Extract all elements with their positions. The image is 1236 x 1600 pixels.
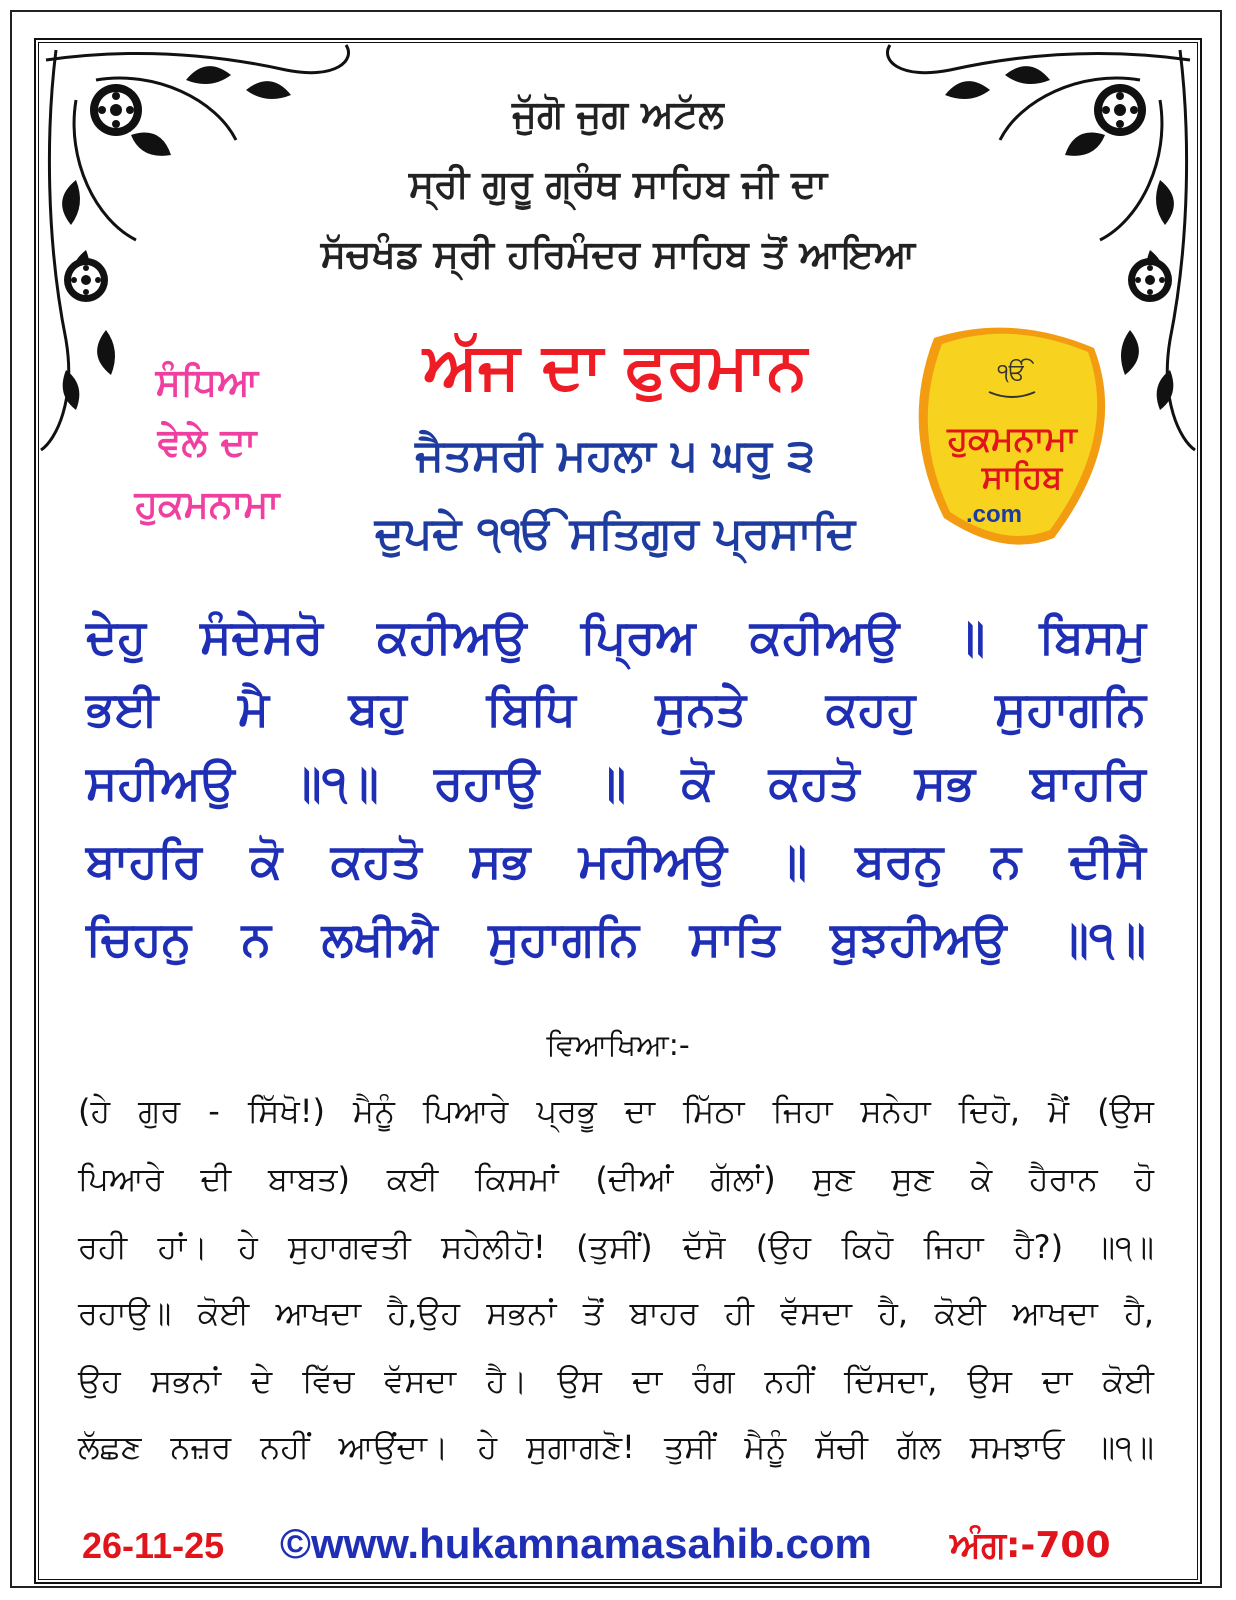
logo-text-3: .com: [965, 501, 1023, 528]
farmaan-title: ਅੱਜ ਦਾ ਫੁਰਮਾਨ: [423, 330, 807, 404]
side-label-line-1: ਸੰਧਿਆ: [155, 360, 259, 404]
side-label-line-2: ਵੇਲੇ ਦਾ: [157, 420, 257, 464]
vyakhya-line-6: ਲੱਛਣ ਨਜ਼ਰ ਨਹੀਂ ਆਉਂਦਾ। ਹੇ ਸੁਗਾਗਣੋ! ਤੁਸੀਂ ਮੈਨੂੰ ਸੱਚੀ ਗੱਲ ਸਮਝਾਓ ॥੧॥: [78, 1428, 1154, 1466]
vyakhya-line-4: ਰਹਾਉ॥ ਕੋਈ ਆਖਦਾ ਹੈ,ਉਹ ਸਭਨਾਂ ਤੋਂ ਬਾਹਰ ਹੀ ਵੱਸਦਾ ਹੈ, ਕੋਈ ਆਖਦਾ ਹੈ,: [78, 1294, 1154, 1332]
footer-ang-number: ਅੰਗ:-700: [950, 1525, 1111, 1566]
header-line-3: ਸੱਚਖੰਡ ਸ੍ਰੀ ਹਰਿਮੰਦਰ ਸਾਹਿਬ ਤੋਂ ਆਇਆ: [320, 232, 916, 276]
raag-heading: ਜੈਤਸਰੀ ਮਹਲਾ ੫ ਘਰੁ ੩: [415, 430, 815, 481]
gurbani-line-2: ਭਈ ਮੈ ਬਹੁ ਬਿਧਿ ਸੁਨਤੇ ਕਹਹੁ ਸੁਹਾਗਨਿ: [86, 682, 1146, 737]
vyakhya-line-1: (ਹੇ ਗੁਰ - ਸਿੱਖੋ!) ਮੈਨੂੰ ਪਿਆਰੇ ਪ੍ਰਭੂ ਦਾ ਮਿੱਠਾ ਜਿਹਾ ਸਨੇਹਾ ਦਿਹੋ, ਮੈਂ (ਉਸ: [78, 1092, 1154, 1130]
vyakhya-title: ਵਿਆਖਿਆ:-: [546, 1028, 690, 1063]
header-line-2: ਸ੍ਰੀ ਗੁਰੂ ਗ੍ਰੰਥ ਸਾਹਿਬ ਜੀ ਦਾ: [408, 162, 828, 206]
dupade-heading: ਦੁਪਦੇ ੧ੴ ਸਤਿਗੁਰ ਪ੍ਰਸਾਦਿ: [374, 508, 856, 559]
logo-text-1: ਹੁਕਮਨਾਮਾ: [947, 419, 1077, 459]
header-line-1: ਜੁੱਗੋ ਜੁਗ ਅਟੱਲ: [512, 92, 724, 136]
gurbani-line-1: ਦੇਹੁ ਸੰਦੇਸਰੋ ਕਹੀਅਉ ਪ੍ਰਿਅ ਕਹੀਅਉ ॥ ਬਿਸਮੁ: [86, 610, 1146, 665]
logo-text-2: ਸਾਹਿਬ: [981, 458, 1063, 496]
vyakhya-line-5: ਉਹ ਸਭਨਾਂ ਦੇ ਵਿੱਚ ਵੱਸਦਾ ਹੈ। ਉਸ ਦਾ ਰੰਗ ਨਹੀਂ ਦਿੱਸਦਾ, ਉਸ ਦਾ ਕੋਈ: [78, 1362, 1154, 1400]
vyakhya-line-3: ਰਹੀ ਹਾਂ। ਹੇ ਸੁਹਾਗਵਤੀ ਸਹੇਲੀਹੋ! (ਤੁਸੀਂ) ਦੱਸੋ (ਉਹ ਕਿਹੋ ਜਿਹਾ ਹੈ?) ॥੧॥: [78, 1228, 1154, 1266]
logo-ik-onkar: ੴ: [997, 358, 1027, 386]
footer-website-link[interactable]: ©www.hukamnamasahib.com: [280, 1520, 872, 1567]
gurbani-line-4: ਬਾਹਰਿ ਕੋ ਕਹਤੋ ਸਭ ਮਹੀਅਉ ॥ ਬਰਨੁ ਨ ਦੀਸੈ: [86, 834, 1146, 889]
gurbani-line-3: ਸਹੀਅਉ ॥੧॥ ਰਹਾਉ ॥ ਕੋ ਕਹਤੋ ਸਭ ਬਾਹਰਿ: [86, 756, 1146, 811]
side-label-line-3: ਹੁਕਮਨਾਮਾ: [134, 482, 280, 526]
footer-date: 26-11-25: [82, 1525, 225, 1566]
hukamnama-sahib-logo: [904, 318, 1118, 554]
vyakhya-line-2: ਪਿਆਰੇ ਦੀ ਬਾਬਤ) ਕਈ ਕਿਸਮਾਂ (ਦੀਆਂ ਗੱਲਾਂ) ਸੁਣ ਸੁਣ ਕੇ ਹੈਰਾਨ ਹੋ: [78, 1160, 1154, 1198]
gurbani-line-5: ਚਿਹਨੁ ਨ ਲਖੀਐ ਸੁਹਾਗਨਿ ਸਾਤਿ ਬੁਝਹੀਅਉ ॥੧॥: [86, 912, 1146, 967]
